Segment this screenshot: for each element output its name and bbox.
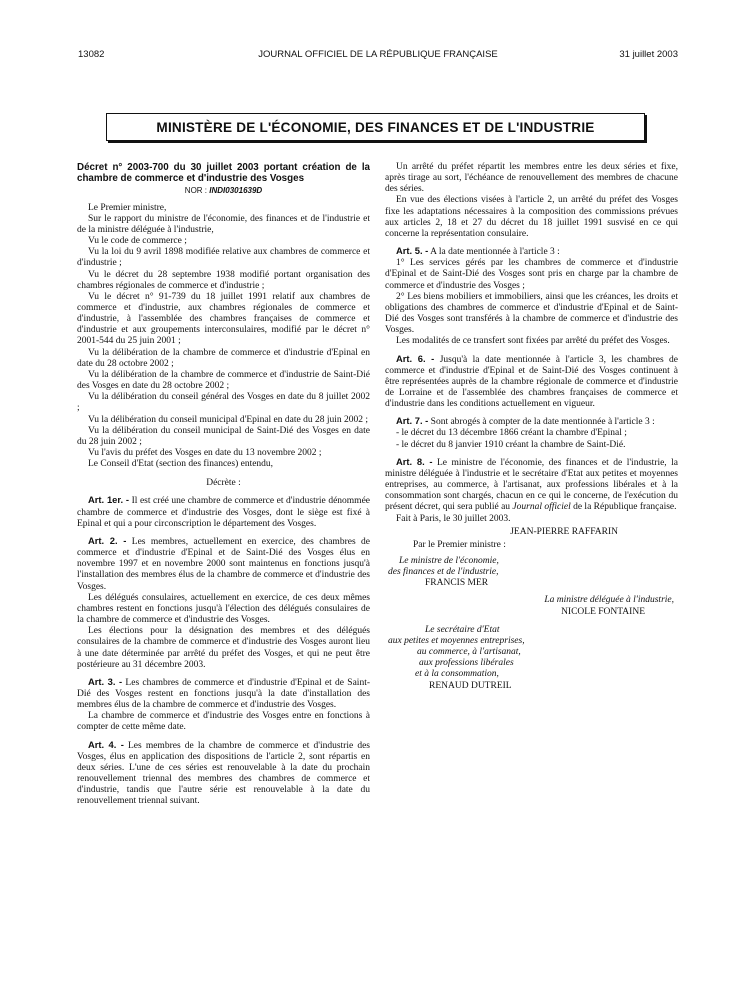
article-text: Jusqu'à la date mentionnée à l'article 3, les chambres de commerce et d'industrie d'Epinal et de Saint-Dié des Vosges continuent à être représentées auprès de la chambre régionale de commerce et d'industrie de Lorraine et de l'assemblée des chambres françaises de commerce et d'industrie dans les conditions actuellement en vigueur. bbox=[385, 354, 679, 410]
preamble-line: Vu la délibération de la chambre de commerce et d'industrie de Saint-Dié des Vosges en date du 28 octobre 2002 ; bbox=[77, 369, 370, 392]
issue-date: 31 juillet 2003 bbox=[619, 49, 678, 60]
nor-value: INDI0301639D bbox=[209, 186, 263, 196]
preamble-line: Vu la délibération du conseil municipal d'Epinal en date du 28 juin 2002 ; bbox=[88, 414, 369, 425]
article-text: Les chambres de commerce et d'industrie d'Epinal et de Saint-Dié des Vosges restent en fonctions jusqu'à la date d'installation des membres élus de la chambre de commerce et d'industrie des Vosges. bbox=[77, 677, 371, 711]
secretary-title: aux petites et moyennes entreprises, bbox=[388, 635, 525, 646]
preamble-line: Le Premier ministre, bbox=[88, 202, 167, 213]
preamble-line: Le Conseil d'Etat (section des finances) entendu, bbox=[88, 459, 274, 470]
delegate-title: La ministre déléguée à l'industrie, bbox=[544, 595, 674, 606]
article-3 bbox=[77, 676, 370, 711]
secretary-title: aux professions libérales bbox=[419, 658, 514, 669]
page-number: 13082 bbox=[78, 49, 105, 60]
secretary-title: au commerce, à l'artisanat, bbox=[417, 647, 521, 658]
journal-officiel-ref: Journal officiel bbox=[512, 502, 571, 513]
preamble-line: Vu le code de commerce ; bbox=[88, 236, 187, 247]
preamble-line: Vu la délibération du conseil général des Vosges en date du 8 juillet 2002 ; bbox=[77, 392, 370, 414]
journal-title: JOURNAL OFFICIEL DE LA RÉPUBLIQUE FRANÇAISE bbox=[258, 49, 498, 60]
preamble-line: Vu la délibération de la chambre de commerce et d'industrie d'Epinal en date du 28 octobre 2002 ; bbox=[77, 347, 370, 369]
done-at: Fait à Paris, le 30 juillet 2003. bbox=[396, 513, 511, 524]
preamble-line: Vu le décret n° 91-739 du 18 juillet 1991 relatif aux chambres de commerce et d'industrie, aux chambres régionales de commerce et d'industrie, à l'assemblée des chambres françaises de commerce et d'industrie et aux groupements interconsulaires, modifié par le décret n° 2001-544 du 25 juin 2001 ; bbox=[77, 291, 370, 347]
article-7 bbox=[385, 415, 678, 428]
article-4 bbox=[77, 739, 370, 808]
pm-intro: Par le Premier ministre : bbox=[413, 539, 506, 550]
ministry-banner: MINISTÈRE DE L'ÉCONOMIE, DES FINANCES ET DE L'INDUSTRIE bbox=[106, 113, 645, 141]
article-5 bbox=[385, 245, 678, 258]
article-2 bbox=[77, 535, 370, 593]
left-column bbox=[77, 162, 370, 808]
article-text: A la date mentionnée à l'article 3 : bbox=[430, 247, 560, 258]
minister-title: Le ministre de l'économie, bbox=[399, 556, 499, 566]
article-paragraph: 1° Les services gérés par les chambres de commerce et d'industrie d'Epinal et de Saint-Dié des Vosges sont pris en charge par la chambre de commerce et d'industrie des Vosges ; bbox=[385, 258, 678, 291]
nor-label: NOR : bbox=[184, 186, 208, 196]
secretary-title: Le secrétaire d'Etat bbox=[425, 624, 500, 635]
preamble-line: Vu l'avis du préfet des Vosges en date du 13 novembre 2002 ; bbox=[88, 448, 322, 458]
abrogation-item: - le décret du 8 janvier 1910 créant la chambre de Saint-Dié. bbox=[396, 439, 626, 450]
article-8 bbox=[385, 456, 678, 514]
right-column bbox=[385, 162, 678, 692]
preamble-line: Sur le rapport du ministre de l'économie, des finances et de l'industrie et de la ministre déléguée à l'industrie, bbox=[77, 213, 370, 235]
article-paragraph: Les délégués consulaires, actuellement en exercice, de ces deux mêmes chambres restent en fonctions jusqu'à l'élection des délégués consulaires de la chambre de commerce et d'industrie des Vosges. bbox=[77, 592, 370, 626]
article-paragraph: 2° Les biens mobiliers et immobiliers, ainsi que les créances, les droits et obligations des chambres de commerce et d'industrie d'Epinal et de Saint-Dié des Vosges sont transférés à la chambre de commerce et d'industrie des Vosges. bbox=[385, 291, 678, 336]
delegate-signature: NICOLE FONTAINE bbox=[561, 606, 645, 617]
abrogation-item: - le décret du 13 décembre 1866 créant la chambre d'Epinal ; bbox=[396, 428, 627, 439]
article-paragraph: Les modalités de ce transfert sont fixées par arrêté du préfet des Vosges. bbox=[396, 336, 670, 347]
minister-title: des finances et de l'industrie, bbox=[388, 567, 499, 578]
article-text: Il est créé une chambre de commerce et d'industrie dénommée chambre de commerce et d'industrie des Vosges, dont le siège est fixé à Epinal et qui a pour circonscription le département des Vosges. bbox=[77, 496, 370, 529]
article-text: Sont abrogés à compter de la date mentionnée à l'article 3 : bbox=[430, 417, 655, 428]
article-label: Art. 5. - bbox=[396, 245, 429, 257]
article-paragraph: Les élections pour la désignation des membres et des délégués consulaires de la chambre de commerce et d'industrie des Vosges auront lieu à une date déterminée par arrêté du préfet des Vosges, et qui ne peut être postérieure au 31 décembre 2003. bbox=[77, 626, 370, 670]
signatures bbox=[385, 527, 678, 692]
article-label: Art. 2. - bbox=[88, 534, 127, 546]
article-label: Art. 7. - bbox=[396, 415, 429, 427]
article-label: Art. 3. - bbox=[88, 675, 123, 687]
article-label: Art. 8. - bbox=[396, 455, 433, 467]
pm-signature: JEAN-PIERRE RAFFARIN bbox=[510, 526, 618, 537]
preamble-line: Vu la délibération du conseil municipal de Saint-Dié des Vosges en date du 28 juin 2002 ; bbox=[77, 425, 370, 447]
article-text-end: de la République française. bbox=[573, 502, 677, 513]
decrete-heading: Décrète : bbox=[206, 478, 241, 489]
secretary-title: et à la consommation, bbox=[415, 669, 499, 680]
preamble-line: Vu la loi du 9 avril 1898 modifiée relative aux chambres de commerce et d'industrie ; bbox=[77, 247, 370, 269]
article-text: Les membres de la chambre de commerce et d'industrie des Vosges, élus en application des dispositions de l'article 2, sont répartis en deux séries. L'une de ces séries est renouvelable à la date du prochain renouvellement triennal des membres des chambres de commerce et d'industrie, tandis que l'autre série est renouvelable à la date du renouvellement triennal suivant. bbox=[77, 740, 371, 807]
decree-title: Décret n° 2003-700 du 30 juillet 2003 portant création de la chambre de commerce et d'industrie des Vosges bbox=[77, 162, 370, 185]
article-text: Les membres, actuellement en exercice, des chambres de commerce et d'industrie d'Epinal et de Saint-Dié des Vosges élus en novembre 1997 et en novembre 2000 sont maintenus en fonctions jusqu'à l'installation des membres élus de la chambre de commerce et d'industrie des Vosges. bbox=[77, 536, 371, 592]
minister-signature: FRANCIS MER bbox=[425, 578, 489, 589]
article-paragraph: La chambre de commerce et d'industrie des Vosges entre en fonctions à compter de cette même date. bbox=[77, 711, 370, 733]
article-paragraph: En vue des élections visées à l'article 2, un arrêté du préfet des Vosges fixe les adaptations nécessaires à la composition des commissions prévues aux articles 2, 18 et 27 du décret du 18 juillet 1991 susvisé en ce qui concerne la représentation consulaire. bbox=[385, 195, 678, 239]
article-text: Le ministre de l'économie, des finances et de l'industrie, la ministre déléguée à l'industrie et le secrétaire d'Etat aux petites et moyennes entreprises, au commerce, à l'artisanat, aux professions libérales et à la consommation sont chargés, chacun en ce qui le concerne, de l'exécution du présent décret, qui sera publié au bbox=[385, 457, 679, 513]
nor-reference bbox=[77, 185, 370, 196]
article-label: Art. 6. - bbox=[396, 352, 435, 364]
article-6 bbox=[385, 353, 678, 411]
article-1 bbox=[77, 494, 370, 529]
article-label: Art. 4. - bbox=[88, 738, 124, 750]
preamble-line: Vu le décret du 28 septembre 1938 modifié portant organisation des chambres régionales de commerce et d'industrie ; bbox=[77, 269, 370, 291]
article-paragraph: Un arrêté du préfet répartit les membres entre les deux séries et fixe, après tirage au sort, l'échéance de renouvellement des membres de chacune des séries. bbox=[385, 162, 678, 195]
secretary-signature: RENAUD DUTREIL bbox=[429, 680, 512, 691]
article-label: Art. 1er. - bbox=[88, 494, 130, 506]
